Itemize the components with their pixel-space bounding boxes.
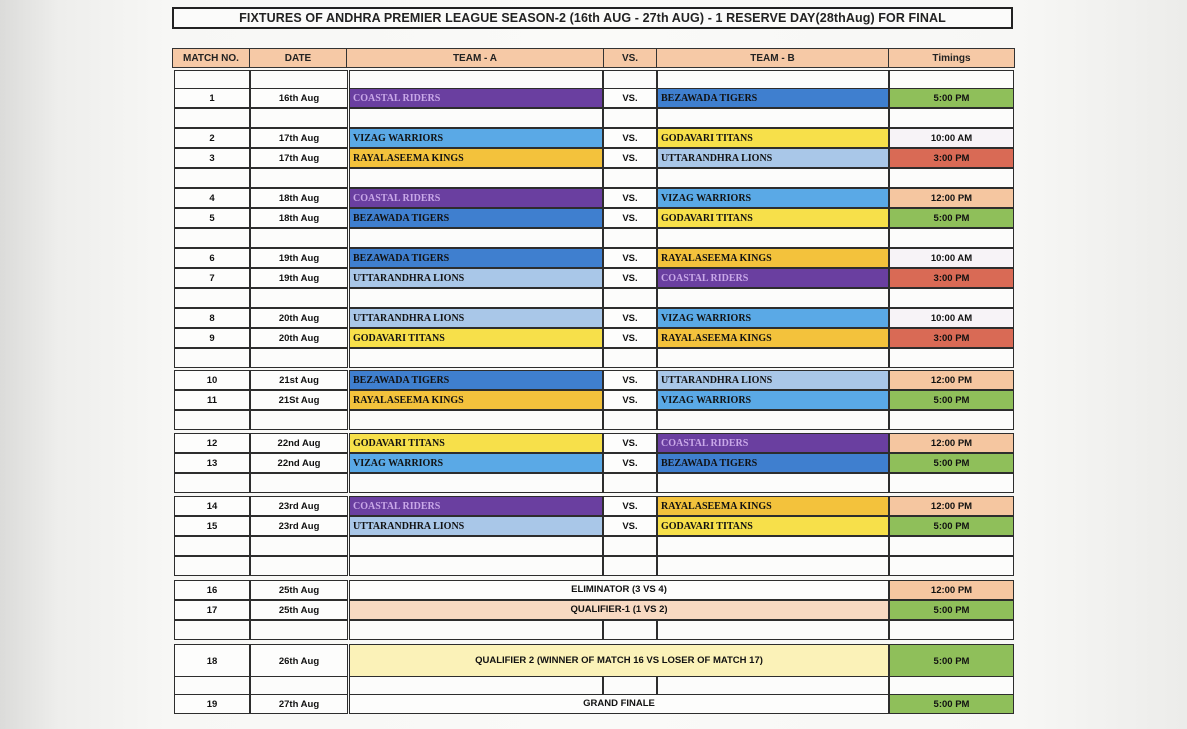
- cell-empty: [349, 536, 603, 556]
- match-number: 15: [174, 516, 250, 536]
- cell-empty: [250, 620, 348, 640]
- table-row: [174, 390, 1014, 410]
- match-time: 3:00 PM: [889, 268, 1014, 288]
- match-time: 5:00 PM: [889, 516, 1014, 536]
- cell-empty: [349, 676, 603, 696]
- cell-empty: [349, 228, 603, 248]
- team-a: BEZAWADA TIGERS: [349, 208, 603, 228]
- cell-empty: [889, 108, 1014, 128]
- match-date: 23rd Aug: [250, 496, 348, 516]
- match-number: 1: [174, 88, 250, 108]
- cell-empty: [889, 168, 1014, 188]
- cell-empty: [657, 556, 889, 576]
- cell-empty: [657, 168, 889, 188]
- match-date: 25th Aug: [250, 600, 348, 620]
- team-a: COASTAL RIDERS: [349, 496, 603, 516]
- match-date: 20th Aug: [250, 328, 348, 348]
- cell-empty: [603, 410, 657, 430]
- team-b: RAYALASEEMA KINGS: [657, 248, 889, 268]
- match-date: 22nd Aug: [250, 453, 348, 473]
- match-time: 5:00 PM: [889, 208, 1014, 228]
- cell-empty: [603, 536, 657, 556]
- match-time: 12:00 PM: [889, 188, 1014, 208]
- table-row: [174, 370, 1014, 390]
- match-date: 23rd Aug: [250, 516, 348, 536]
- cell-empty: [603, 676, 657, 696]
- cell-empty: [889, 348, 1014, 368]
- team-a: BEZAWADA TIGERS: [349, 370, 603, 390]
- match-time: 5:00 PM: [889, 644, 1014, 678]
- match-time: 5:00 PM: [889, 694, 1014, 714]
- vs-label: VS.: [603, 433, 657, 453]
- cell-empty: [349, 108, 603, 128]
- match-number: 11: [174, 390, 250, 410]
- team-b: BEZAWADA TIGERS: [657, 453, 889, 473]
- vs-label: VS.: [603, 496, 657, 516]
- cell-empty: [657, 473, 889, 493]
- cell-empty: [349, 168, 603, 188]
- team-b: RAYALASEEMA KINGS: [657, 328, 889, 348]
- cell-empty: [174, 108, 250, 128]
- match-time: 5:00 PM: [889, 453, 1014, 473]
- vs-label: VS.: [603, 88, 657, 108]
- table-spacer-row: [174, 620, 1014, 640]
- team-a: COASTAL RIDERS: [349, 188, 603, 208]
- match-number: 13: [174, 453, 250, 473]
- table-row: [174, 453, 1014, 473]
- cell-empty: [349, 348, 603, 368]
- vs-label: VS.: [603, 516, 657, 536]
- playoff-label: QUALIFIER 2 (WINNER OF MATCH 16 VS LOSER OF MATCH 17): [349, 644, 889, 678]
- table-row: [174, 580, 1014, 600]
- match-number: 4: [174, 188, 250, 208]
- table-row: [174, 328, 1014, 348]
- table-spacer-row: [174, 168, 1014, 188]
- cell-empty: [889, 620, 1014, 640]
- cell-empty: [603, 348, 657, 368]
- match-time: 12:00 PM: [889, 580, 1014, 600]
- table-spacer-row: [174, 556, 1014, 576]
- header-vs: VS.: [603, 48, 657, 68]
- cell-empty: [174, 288, 250, 308]
- cell-empty: [250, 228, 348, 248]
- cell-empty: [349, 620, 603, 640]
- table-spacer-row: [174, 410, 1014, 430]
- match-date: 20th Aug: [250, 308, 348, 328]
- team-a: UTTARANDHRA LIONS: [349, 268, 603, 288]
- cell-empty: [657, 536, 889, 556]
- cell-empty: [657, 288, 889, 308]
- match-time: 3:00 PM: [889, 328, 1014, 348]
- match-date: 18th Aug: [250, 208, 348, 228]
- cell-empty: [250, 676, 348, 696]
- cell-empty: [657, 410, 889, 430]
- team-a: GODAVARI TITANS: [349, 328, 603, 348]
- table-row: [174, 516, 1014, 536]
- cell-empty: [889, 288, 1014, 308]
- team-b: GODAVARI TITANS: [657, 128, 889, 148]
- team-b: UTTARANDHRA LIONS: [657, 148, 889, 168]
- cell-empty: [889, 228, 1014, 248]
- match-time: 5:00 PM: [889, 390, 1014, 410]
- team-b: VIZAG WARRIORS: [657, 188, 889, 208]
- cell-empty: [174, 70, 250, 90]
- table-row: [174, 188, 1014, 208]
- table-spacer-row: [174, 536, 1014, 556]
- team-a: COASTAL RIDERS: [349, 88, 603, 108]
- team-b: RAYALASEEMA KINGS: [657, 496, 889, 516]
- table-spacer-row: [174, 676, 1014, 696]
- vs-label: VS.: [603, 390, 657, 410]
- table-row: [174, 128, 1014, 148]
- table-row: [174, 694, 1014, 714]
- vs-label: VS.: [603, 308, 657, 328]
- cell-empty: [889, 556, 1014, 576]
- team-a: UTTARANDHRA LIONS: [349, 516, 603, 536]
- vs-label: VS.: [603, 328, 657, 348]
- cell-empty: [889, 70, 1014, 90]
- cell-empty: [657, 620, 889, 640]
- cell-empty: [603, 473, 657, 493]
- cell-empty: [174, 620, 250, 640]
- cell-empty: [889, 410, 1014, 430]
- team-a: VIZAG WARRIORS: [349, 128, 603, 148]
- cell-empty: [603, 168, 657, 188]
- team-a: VIZAG WARRIORS: [349, 453, 603, 473]
- match-date: 19th Aug: [250, 248, 348, 268]
- table-row: [174, 600, 1014, 620]
- cell-empty: [603, 228, 657, 248]
- cell-empty: [349, 410, 603, 430]
- match-date: 19th Aug: [250, 268, 348, 288]
- table-row: [174, 496, 1014, 516]
- cell-empty: [889, 473, 1014, 493]
- team-a: UTTARANDHRA LIONS: [349, 308, 603, 328]
- vs-label: VS.: [603, 370, 657, 390]
- playoff-label: QUALIFIER-1 (1 VS 2): [349, 600, 889, 620]
- cell-empty: [349, 288, 603, 308]
- cell-empty: [250, 410, 348, 430]
- table-row: [174, 644, 1014, 678]
- cell-empty: [603, 108, 657, 128]
- table-row: [174, 148, 1014, 168]
- table-row: [174, 268, 1014, 288]
- team-b: COASTAL RIDERS: [657, 433, 889, 453]
- match-time: 5:00 PM: [889, 88, 1014, 108]
- header-date: DATE: [249, 48, 347, 68]
- cell-empty: [657, 70, 889, 90]
- vs-label: VS.: [603, 453, 657, 473]
- cell-empty: [174, 410, 250, 430]
- match-number: 17: [174, 600, 250, 620]
- cell-empty: [657, 228, 889, 248]
- match-date: 27th Aug: [250, 694, 348, 714]
- cell-empty: [603, 70, 657, 90]
- cell-empty: [889, 676, 1014, 696]
- table-spacer-row: [174, 473, 1014, 493]
- cell-empty: [174, 228, 250, 248]
- team-a: GODAVARI TITANS: [349, 433, 603, 453]
- match-time: 12:00 PM: [889, 496, 1014, 516]
- cell-empty: [349, 556, 603, 576]
- table-spacer-row: [174, 288, 1014, 308]
- cell-empty: [174, 168, 250, 188]
- match-number: 8: [174, 308, 250, 328]
- cell-empty: [657, 108, 889, 128]
- cell-empty: [603, 620, 657, 640]
- cell-empty: [250, 556, 348, 576]
- cell-empty: [250, 168, 348, 188]
- vs-label: VS.: [603, 248, 657, 268]
- cell-empty: [250, 348, 348, 368]
- match-date: 22nd Aug: [250, 433, 348, 453]
- match-date: 18th Aug: [250, 188, 348, 208]
- match-number: 14: [174, 496, 250, 516]
- match-number: 6: [174, 248, 250, 268]
- team-b: VIZAG WARRIORS: [657, 308, 889, 328]
- match-date: 26th Aug: [250, 644, 348, 678]
- cell-empty: [603, 288, 657, 308]
- header-team-a: TEAM - A: [346, 48, 604, 68]
- cell-empty: [250, 108, 348, 128]
- playoff-label: ELIMINATOR (3 VS 4): [349, 580, 889, 600]
- table-spacer-row: [174, 228, 1014, 248]
- cell-empty: [250, 473, 348, 493]
- match-time: 12:00 PM: [889, 433, 1014, 453]
- cell-empty: [250, 70, 348, 90]
- header-match-no: MATCH NO.: [172, 48, 250, 68]
- cell-empty: [174, 536, 250, 556]
- match-number: 16: [174, 580, 250, 600]
- match-date: 21St Aug: [250, 390, 348, 410]
- match-time: 10:00 AM: [889, 308, 1014, 328]
- match-time: 5:00 PM: [889, 600, 1014, 620]
- vs-label: VS.: [603, 208, 657, 228]
- vs-label: VS.: [603, 188, 657, 208]
- team-b: VIZAG WARRIORS: [657, 390, 889, 410]
- table-spacer-row: [174, 70, 1014, 90]
- fixtures-title: FIXTURES OF ANDHRA PREMIER LEAGUE SEASON-2 (16th AUG - 27th AUG) - 1 RESERVE DAY(28thAug) FOR FINAL: [172, 7, 1013, 29]
- match-date: 17th Aug: [250, 128, 348, 148]
- cell-empty: [349, 70, 603, 90]
- cell-empty: [174, 556, 250, 576]
- vs-label: VS.: [603, 128, 657, 148]
- cell-empty: [174, 676, 250, 696]
- match-number: 7: [174, 268, 250, 288]
- vs-label: VS.: [603, 148, 657, 168]
- cell-empty: [349, 473, 603, 493]
- match-number: 5: [174, 208, 250, 228]
- table-row: [174, 433, 1014, 453]
- header-timings: Timings: [888, 48, 1015, 68]
- cell-empty: [250, 536, 348, 556]
- cell-empty: [889, 536, 1014, 556]
- match-number: 18: [174, 644, 250, 678]
- match-number: 10: [174, 370, 250, 390]
- match-number: 2: [174, 128, 250, 148]
- table-row: [174, 208, 1014, 228]
- match-time: 12:00 PM: [889, 370, 1014, 390]
- match-number: 19: [174, 694, 250, 714]
- cell-empty: [603, 556, 657, 576]
- page-shadow: [0, 0, 60, 729]
- team-b: COASTAL RIDERS: [657, 268, 889, 288]
- match-time: 10:00 AM: [889, 128, 1014, 148]
- match-time: 10:00 AM: [889, 248, 1014, 268]
- team-b: BEZAWADA TIGERS: [657, 88, 889, 108]
- team-b: UTTARANDHRA LIONS: [657, 370, 889, 390]
- header-team-b: TEAM - B: [656, 48, 889, 68]
- cell-empty: [174, 473, 250, 493]
- match-time: 3:00 PM: [889, 148, 1014, 168]
- table-spacer-row: [174, 108, 1014, 128]
- team-a: RAYALASEEMA KINGS: [349, 390, 603, 410]
- table-row: [174, 88, 1014, 108]
- match-number: 3: [174, 148, 250, 168]
- team-b: GODAVARI TITANS: [657, 516, 889, 536]
- match-date: 17th Aug: [250, 148, 348, 168]
- match-date: 25th Aug: [250, 580, 348, 600]
- table-row: [174, 248, 1014, 268]
- team-b: GODAVARI TITANS: [657, 208, 889, 228]
- table-spacer-row: [174, 348, 1014, 368]
- team-a: BEZAWADA TIGERS: [349, 248, 603, 268]
- vs-label: VS.: [603, 268, 657, 288]
- cell-empty: [174, 348, 250, 368]
- playoff-label: GRAND FINALE: [349, 694, 889, 714]
- cell-empty: [657, 676, 889, 696]
- table-row: [174, 308, 1014, 328]
- match-date: 16th Aug: [250, 88, 348, 108]
- cell-empty: [657, 348, 889, 368]
- cell-empty: [250, 288, 348, 308]
- match-number: 12: [174, 433, 250, 453]
- match-number: 9: [174, 328, 250, 348]
- match-date: 21st Aug: [250, 370, 348, 390]
- team-a: RAYALASEEMA KINGS: [349, 148, 603, 168]
